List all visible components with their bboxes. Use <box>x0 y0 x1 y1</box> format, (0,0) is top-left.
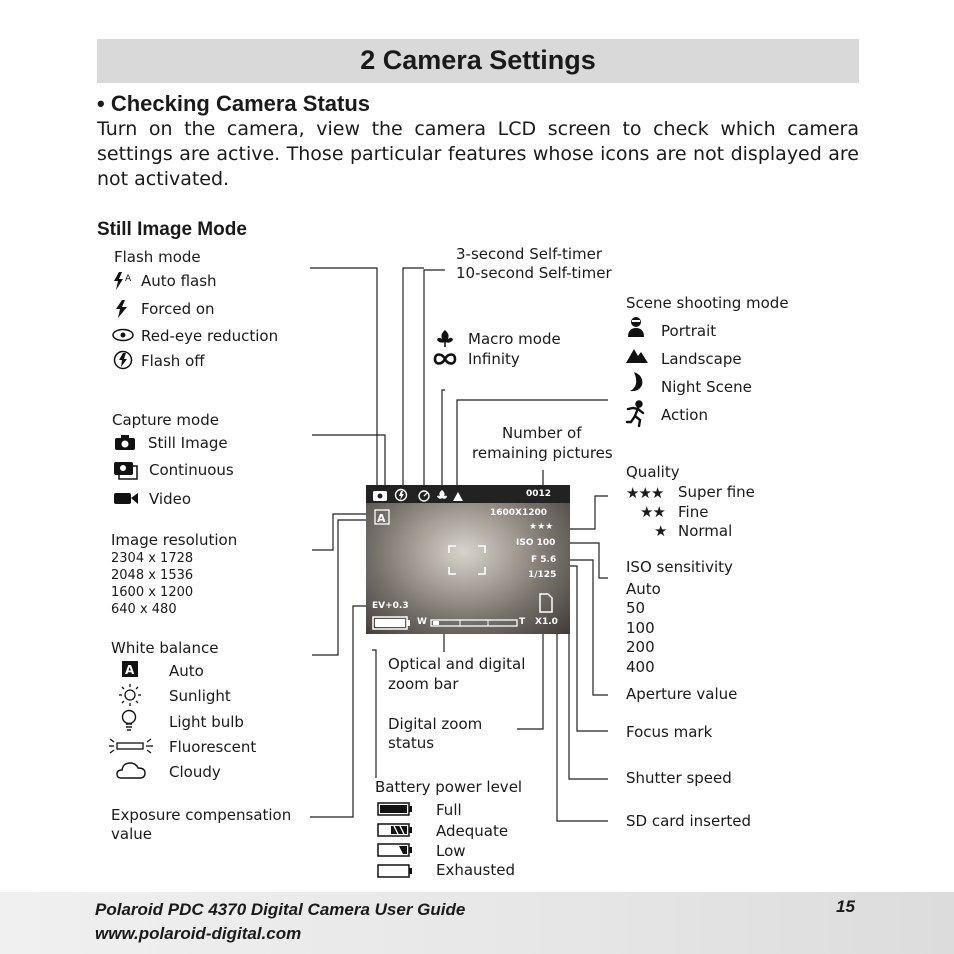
flash-item-redeye: Red-eye reduction <box>141 327 279 345</box>
wb-item-sunlight: Sunlight <box>169 687 231 705</box>
red-eye-icon <box>112 328 134 342</box>
wb-item-bulb: Light bulb <box>169 713 244 731</box>
aperture-label: Aperture value <box>626 685 738 703</box>
continuous-icon <box>113 459 139 481</box>
lcd-battery-icon <box>372 616 412 630</box>
lcd-sd-card-icon <box>538 593 554 613</box>
exposure-label: Exposure compensation <box>111 806 292 824</box>
svg-text:A: A <box>125 663 135 677</box>
resolution-item: 1600 x 1200 <box>111 585 194 600</box>
still-image-icon <box>114 434 136 451</box>
resolution-item: 640 x 480 <box>111 602 177 617</box>
fluorescent-icon <box>107 736 155 756</box>
normal-star-icon: ★ <box>654 522 668 540</box>
resolution-item: 2048 x 1536 <box>111 568 194 583</box>
lcd-quality: ★★★ <box>529 522 554 532</box>
scene-title: Scene shooting mode <box>626 294 789 312</box>
action-icon <box>625 400 649 428</box>
flash-item-off: Flash off <box>141 352 205 370</box>
quality-item-fine: Fine <box>678 503 709 521</box>
sd-card-label: SD card inserted <box>626 812 751 830</box>
wb-item-cloudy: Cloudy <box>169 763 221 781</box>
focus-label: Focus mark <box>626 723 713 741</box>
flash-mode-title: Flash mode <box>114 248 201 266</box>
lcd-shutter: 1/125 <box>528 570 557 580</box>
lcd-aperture: F 5.6 <box>531 555 557 565</box>
capture-item-continuous: Continuous <box>149 461 234 479</box>
iso-item: 100 <box>626 619 655 637</box>
lcd-zoom-w: W <box>417 617 427 627</box>
resolution-title: Image resolution <box>111 531 238 549</box>
wb-item-fluorescent: Fluorescent <box>169 738 257 756</box>
lcd-zoom-bar <box>430 618 518 628</box>
remaining-label: remaining pictures <box>472 444 613 462</box>
zoom-bar-label: zoom bar <box>388 675 459 693</box>
footer <box>0 892 954 954</box>
battery-item-low: Low <box>436 842 466 860</box>
lcd-screen <box>366 485 570 634</box>
battery-low-icon <box>377 843 413 857</box>
light-bulb-icon <box>120 709 138 733</box>
subsection-title: Still Image Mode <box>97 219 247 240</box>
iso-item: 50 <box>626 599 646 617</box>
self-timer-3s: 3-second Self-timer <box>456 245 603 263</box>
scene-item-portrait: Portrait <box>661 322 717 340</box>
wb-item-auto: Auto <box>169 662 204 680</box>
exposure-label: value <box>111 825 152 843</box>
battery-adequate-icon <box>377 823 413 837</box>
intro-paragraph: Turn on the camera, view the camera LCD screen to check which camera settings are active. Those particular features whose icons are not displayed are not activated. <box>97 118 859 190</box>
scene-item-night: Night Scene <box>661 378 752 396</box>
svg-text:A: A <box>125 274 132 284</box>
landscape-icon <box>625 346 649 364</box>
lcd-wb-icon <box>374 509 390 525</box>
iso-item: 400 <box>626 658 655 676</box>
digital-zoom-label: Digital zoom <box>388 715 483 733</box>
remaining-label: Number of <box>502 424 582 442</box>
forced-flash-icon <box>115 299 129 319</box>
sunlight-icon <box>117 683 143 707</box>
battery-exhausted-icon <box>377 864 413 878</box>
iso-title: ISO sensitivity <box>626 558 733 576</box>
capture-mode-title: Capture mode <box>112 411 219 429</box>
section-title: • Checking Camera Status <box>97 91 371 116</box>
quality-item-normal: Normal <box>678 522 733 540</box>
infinity-label: Infinity <box>468 350 520 368</box>
super-fine-stars-icon: ★★★ <box>626 484 664 502</box>
cloudy-icon <box>116 759 146 781</box>
lcd-focus-mark <box>448 545 486 575</box>
flash-off-icon <box>113 350 133 370</box>
scene-item-landscape: Landscape <box>661 350 742 368</box>
digital-zoom-label: status <box>388 734 435 752</box>
battery-item-adequate: Adequate <box>436 822 509 840</box>
page-number: 15 <box>836 897 855 916</box>
flash-item-auto: Auto flash <box>141 272 217 290</box>
lcd-status-icons <box>372 488 464 502</box>
zoom-bar-label: Optical and digital <box>388 655 526 673</box>
battery-full-icon <box>377 802 413 816</box>
lcd-iso: ISO 100 <box>516 538 556 548</box>
wb-auto-icon <box>121 660 139 678</box>
auto-flash-icon <box>113 271 135 291</box>
lcd-count: 0012 <box>526 489 552 499</box>
lcd-ev: EV+0.3 <box>372 601 409 611</box>
battery-item-full: Full <box>436 801 462 819</box>
macro-label: Macro mode <box>468 330 561 348</box>
video-icon <box>113 490 139 506</box>
infinity-icon <box>432 351 458 367</box>
scene-item-action: Action <box>661 406 708 424</box>
fine-stars-icon: ★★ <box>640 503 665 521</box>
footer-url: www.polaroid-digital.com <box>95 924 302 943</box>
quality-title: Quality <box>626 463 680 481</box>
portrait-icon <box>626 316 646 338</box>
iso-item: 200 <box>626 638 655 656</box>
shutter-label: Shutter speed <box>626 769 732 787</box>
white-balance-title: White balance <box>111 639 219 657</box>
battery-item-exhausted: Exhausted <box>436 861 516 879</box>
capture-item-video: Video <box>149 490 192 508</box>
iso-item: Auto <box>626 580 661 598</box>
night-scene-icon <box>626 370 646 394</box>
flash-item-forced: Forced on <box>141 300 215 318</box>
lcd-resolution: 1600X1200 <box>490 508 548 518</box>
lcd-zoom-t: T <box>519 617 526 627</box>
self-timer-10s: 10-second Self-timer <box>456 264 612 282</box>
page-title: 2 Camera Settings <box>360 45 596 75</box>
svg-text:A: A <box>377 512 386 525</box>
capture-item-still: Still Image <box>148 434 228 452</box>
macro-icon <box>434 328 456 348</box>
lcd-zoom-x: X1.0 <box>535 617 558 627</box>
footer-guide-title: Polaroid PDC 4370 Digital Camera User Guide <box>95 900 466 919</box>
resolution-item: 2304 x 1728 <box>111 551 194 566</box>
quality-item-superfine: Super fine <box>678 483 755 501</box>
battery-title: Battery power level <box>375 778 523 796</box>
